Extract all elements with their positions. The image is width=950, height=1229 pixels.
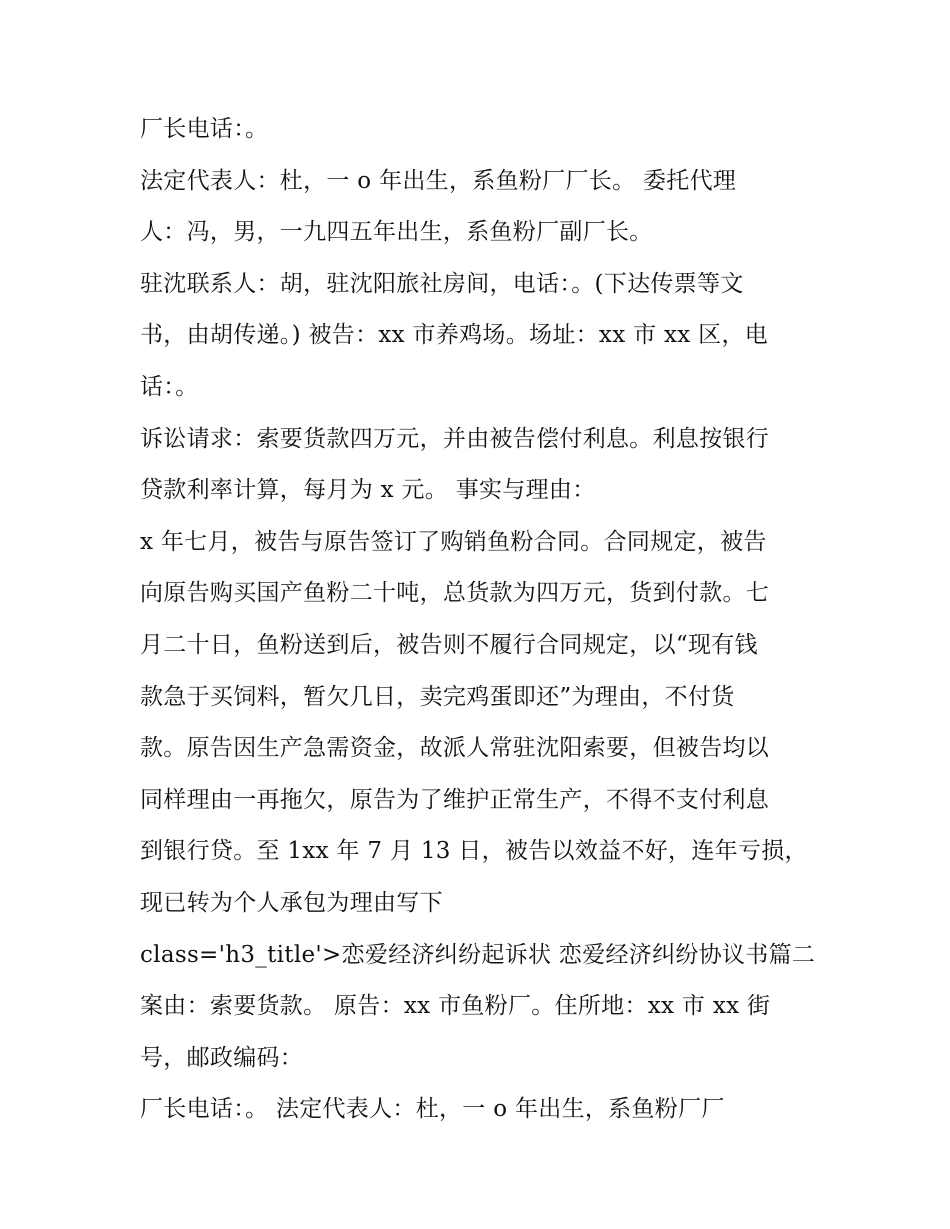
text-line: 号，邮政编码：: [140, 1044, 304, 1071]
text-line: 诉讼请求：索要货款四万元，并由被告偿付利息。利息按银行: [140, 425, 770, 452]
text-line: x 年七月，被告与原告签订了购销鱼粉合同。合同规定，被告: [140, 528, 767, 555]
text-line: 驻沈联系人：胡，驻沈阳旅社房间，电话：。(下达传票等文: [140, 270, 744, 297]
text-line: 同样理由一再拖欠，原告为了维护正常生产，不得不支付利息: [140, 786, 770, 813]
text-line: 现已转为个人承包为理由写下: [140, 889, 443, 916]
text-line: 款急于买饲料，暂欠几日，卖完鸡蛋即还”为理由，不付货: [140, 683, 735, 710]
text-line: 月二十日，鱼粉送到后，被告则不履行合同规定，以“现有钱: [140, 631, 758, 658]
text-line: 法定代表人：杜，一 o 年出生，系鱼粉厂厂长。 委托代理: [140, 167, 737, 194]
text-line: 案由：索要货款。 原告：xx 市鱼粉厂。住所地：xx 市 xx 街: [140, 993, 771, 1020]
text-line: 书，由胡传递。) 被告：xx 市养鸡场。场址：xx 市 xx 区，电: [140, 322, 769, 349]
text-line: 厂长电话：。 法定代表人：杜，一 o 年出生，系鱼粉厂厂: [140, 1096, 725, 1123]
document-body: [140, 104, 820, 1136]
text-line: 到银行贷。至 1xx 年 7 月 13 日，被告以效益不好，连年亏损，: [140, 838, 808, 865]
text-line: 话：。: [140, 373, 199, 400]
text-line: 款。原告因生产急需资金，故派人常驻沈阳索要，但被告均以: [140, 735, 770, 762]
text-line: 贷款利率计算，每月为 x 元。 事实与理由：: [140, 477, 596, 504]
text-line: 人：冯，男，一九四五年出生，系鱼粉厂副厂长。: [140, 219, 653, 246]
text-line: 向原告购买国产鱼粉二十吨，总货款为四万元，货到付款。七: [140, 580, 770, 607]
text-line: class='h3_title'>恋爱经济纠纷起诉状 恋爱经济纠纷协议书篇二: [140, 941, 816, 968]
text-line: 厂长电话：。: [140, 116, 269, 142]
